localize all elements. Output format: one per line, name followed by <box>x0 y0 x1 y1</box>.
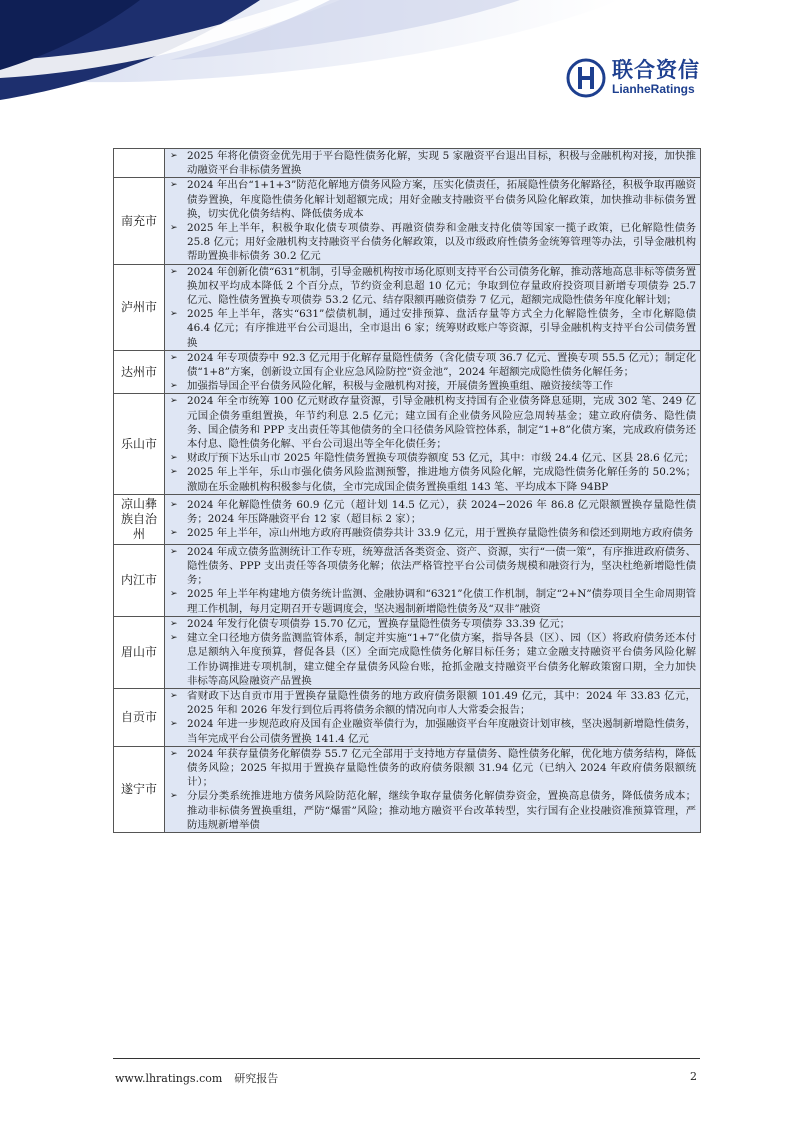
table-row <box>114 494 701 544</box>
bullet-text: 2024 年出台“1+1+3”防范化解地方债务风险方案，压实化债责任，拓展隐性债务化解路径，积极争取再融资债券置换，年度隐性债务化解计划超额完成；用好金融支持融资平台债务风险化解政策，加快推动非标债务置换，切实优化债务结构、降低债务成本 <box>187 179 696 220</box>
arrow-bullet-icon: ➢ <box>170 528 178 539</box>
bullet-item <box>167 265 696 308</box>
city-name-cell: 凉山彝族自治州 <box>114 494 165 544</box>
arrow-bullet-icon: ➢ <box>170 151 178 161</box>
bullet-text: 2025 年上半年，凉山州地方政府再融资债券共计 33.9 亿元，用于置换存量隐性债务和偿还到期地方政府债务 <box>187 527 694 540</box>
table-row <box>114 688 701 746</box>
arrow-bullet-icon: ➢ <box>170 546 178 557</box>
bullet-text: 分层分类系统推进地方债务风险防范化解，继续争取存量债务化解债券资金，置换高息债务，降低债务成本；推动非标债务置换重组，严防“爆雷”风险；推动地方融资平台改革转型，实行国有企业投融资准预算管理，严防违规新增举债 <box>187 790 696 831</box>
bullet-text: 2024 年全市统筹 100 亿元财政存量资源，引导金融机构支持国有企业债务降息延期，完成 302 笔、249 亿元国企债务重组置换，年节约利息 2.5 亿元；建立国有企业债务风险应急周转基金；建立政府债务、隐性债务、国企债务和 PPP 支出责任等其他债务的全口径债务风险管控体系，制定“1+8”化债方案，完成政府债务还本付息、隐性债务化解、平台公司退出等全年化债任务； <box>187 395 696 451</box>
city-name-cell: 泸州市 <box>114 264 165 350</box>
bullet-text: 加强指导国企平台债务风险化解，积极与金融机构对接，开展债务置换重组、融资接续等工作 <box>187 380 614 393</box>
policy-content-cell <box>165 616 701 688</box>
bullet-text: 2024 年创新化债“631”机制，引导金融机构按市场化原则支持平台公司债务化解，推动落地高息非标等债务置换加权平均成本降低 2 个百分点，节约资金利息超 10 亿元；争取到位存量政府投资项目新增专项债券 25.7 亿元、隐性债务置换专项债券 53.2 亿元、结存限额再融资债券 7 亿元，超额完成隐性债务年度化解计划； <box>187 265 696 307</box>
bullet-text: 财政厅预下达乐山市 2025 年隐性债务置换专项债券额度 53 亿元，其中：市级 24.4 亿元、区县 28.6 亿元； <box>187 452 695 465</box>
bullet-item <box>167 587 696 615</box>
bullet-item <box>167 465 696 493</box>
arrow-bullet-icon: ➢ <box>170 381 178 392</box>
bullet-item <box>167 617 696 631</box>
arrow-bullet-icon: ➢ <box>170 453 178 464</box>
table-row <box>114 394 701 494</box>
arrow-bullet-icon: ➢ <box>170 467 178 478</box>
arrow-bullet-icon: ➢ <box>170 266 178 277</box>
bullet-item <box>167 451 696 465</box>
city-name-cell: 内江市 <box>114 544 165 616</box>
table-row <box>114 149 701 178</box>
policy-content-cell <box>165 149 701 178</box>
bullet-item <box>167 498 696 526</box>
arrow-bullet-icon: ➢ <box>170 500 178 511</box>
policy-content-cell <box>165 178 701 264</box>
bullet-item <box>167 631 696 688</box>
bullet-item <box>167 717 696 745</box>
city-name-cell: 眉山市 <box>114 616 165 688</box>
arrow-bullet-icon: ➢ <box>170 690 178 701</box>
debt-resolution-table <box>113 148 701 833</box>
arrow-bullet-icon: ➢ <box>170 748 178 759</box>
logo <box>566 58 700 98</box>
arrow-bullet-icon: ➢ <box>170 309 178 320</box>
bullet-text: 建立全口径地方债务监测监管体系，制定并实施“1+7”化债方案，指导各县（区）、园（区）将政府债务还本付息足额纳入年度预算，督促各县（区）全面完成隐性债务化解目标任务；建立金融支持融资平台债务风险化解工作协调推进专项机制，建立健全存量债务风险台账，抢抓金融支持融资平台债务化解政策窗口期，全力加快非标等高风险融资产品置换 <box>187 632 696 687</box>
arrow-bullet-icon: ➢ <box>170 223 178 234</box>
bullet-text: 省财政下达自贡市用于置换存量隐性债务的地方政府债务限额 101.49 亿元，其中：2024 年 33.83 亿元，2025 年和 2026 年发行到位后再将债务余额的情况向市人大常委会报告； <box>187 689 696 717</box>
table-row <box>114 264 701 350</box>
table-row <box>114 178 701 264</box>
bullet-text: 2024 年专项债券中 92.3 亿元用于化解存量隐性债务（含化债专项 36.7 亿元、置换专项 55.5 亿元）；制定化债“1+8”方案，创新设立国有企业应急风险防控“资金池”，2024 年超额完成隐性债务化解任务； <box>187 351 696 379</box>
arrow-bullet-icon: ➢ <box>170 633 178 644</box>
bullet-text: 2024 年进一步规范政府及国有企业融资举债行为，加强融资平台年度融资计划审核，坚决遏制新增隐性债务，当年完成平台公司债务置换 141.4 亿元 <box>187 718 696 745</box>
arrow-bullet-icon: ➢ <box>170 352 178 363</box>
policy-content-cell <box>165 544 701 616</box>
city-name-cell <box>114 149 165 178</box>
logo-chinese-name: 联合资信 <box>612 58 700 82</box>
arrow-bullet-icon: ➢ <box>170 618 178 629</box>
bullet-text: 2024 年化解隐性债务 60.9 亿元（超计划 14.5 亿元），获 2024−2026 年 86.8 亿元限额置换存量隐性债务；2024 年压降融资平台 12 家（超目标 2 家）； <box>187 499 696 526</box>
city-name-cell: 遂宁市 <box>114 746 165 832</box>
city-name-cell: 达州市 <box>114 350 165 394</box>
bullet-text: 2024 年获存量债务化解债券 55.7 亿元全部用于支持地方存量债务、隐性债务化解，优化地方债务结构，降低债务风险；2025 年拟用于置换存量隐性债务的政府债务限额 31.94 亿元（已纳入 2024 年政府债务限额统计）； <box>187 747 696 789</box>
arrow-bullet-icon: ➢ <box>170 180 178 191</box>
footer-divider <box>113 1058 700 1059</box>
city-name-cell: 乐山市 <box>114 394 165 494</box>
table-row <box>114 350 701 394</box>
bullet-text: 2024 年发行化债专项债券 15.70 亿元，置换存量隐性债务专项债券 33.39 亿元； <box>187 617 570 630</box>
bullet-text: 2024 年成立债务监测统计工作专班，统筹盘活各类资金、资产、资源，实行“一债一策”，有序推进政府债务、隐性债务、PPP 支出责任等各项债务化解；依法严格管控平台公司债务规模和融资行为，坚决杜绝新增隐性债务； <box>187 545 696 587</box>
policy-content-cell <box>165 494 701 544</box>
arrow-bullet-icon: ➢ <box>170 791 178 802</box>
page-number: 2 <box>690 1070 697 1083</box>
city-name-cell: 自贡市 <box>114 688 165 746</box>
arrow-bullet-icon: ➢ <box>170 589 178 600</box>
city-name-cell: 南充市 <box>114 178 165 264</box>
policy-content-cell <box>165 688 701 746</box>
bullet-item <box>167 351 696 379</box>
header-decoration <box>0 0 794 140</box>
bullet-item <box>167 545 696 588</box>
logo-english-name: LianheRatings <box>612 82 695 96</box>
bullet-item <box>167 526 696 540</box>
bullet-item <box>167 789 696 832</box>
policy-content-cell <box>165 394 701 494</box>
bullet-item <box>167 394 696 451</box>
bullet-item <box>167 747 696 790</box>
table-row <box>114 616 701 688</box>
bullet-text: 2025 年上半年，落实“631”偿债机制，通过安排预算、盘活存量等方式全力化解隐性债务，全市化解隐债 46.4 亿元；有序推进平台公司退出，全市退出 6 家；统筹财政账户等资源，引导金融机构支持平台公司债务置换 <box>187 308 696 349</box>
table-row <box>114 746 701 832</box>
bullet-item <box>167 178 696 221</box>
arrow-bullet-icon: ➢ <box>170 396 178 407</box>
bullet-item <box>167 307 696 350</box>
bullet-text: 2025 年将化债资金优先用于平台隐性债务化解，实现 5 家融资平台退出目标，积极与金融机构对接，加快推动融资平台非标债务置换 <box>187 150 696 177</box>
arrow-bullet-icon: ➢ <box>170 719 178 730</box>
bullet-item <box>167 149 696 177</box>
footer-report-label: 研究报告 <box>234 1072 279 1085</box>
policy-content-cell <box>165 746 701 832</box>
bullet-text: 2025 年上半年构建地方债务统计监测、金融协调和“6321”化债工作机制，制定“2+N”债券项目全生命周期管理工作机制，每月定期召开专题调度会，坚决遏制新增隐性债务及“双非”融资 <box>187 588 696 615</box>
lianhe-logo-icon <box>566 58 606 98</box>
footer-website: www.lhratings.com <box>115 1072 223 1085</box>
bullet-text: 2025 年上半年，乐山市强化债务风险监测预警，推进地方债务风险化解，完成隐性债务化解任务的 50.2%；激励在乐金融机构积极参与化债，全市完成国企债务置换重组 143 笔、平均成本下降 94BP <box>187 466 696 493</box>
bullet-text: 2025 年上半年，积极争取化债专项债券、再融资债券和金融支持化债等国家一揽子政策，已化解隐性债务 25.8 亿元；用好金融机构支持融资平台债务化解政策，以及市级政府性债务金统筹管理等办法，引导金融机构帮助置换非标债务 30.2 亿元 <box>187 222 696 263</box>
table-row <box>114 544 701 616</box>
bullet-item <box>167 379 696 393</box>
bullet-item <box>167 221 696 264</box>
policy-content-cell <box>165 264 701 350</box>
footer-source <box>115 1070 278 1086</box>
policy-content-cell <box>165 350 701 394</box>
bullet-item <box>167 689 696 717</box>
